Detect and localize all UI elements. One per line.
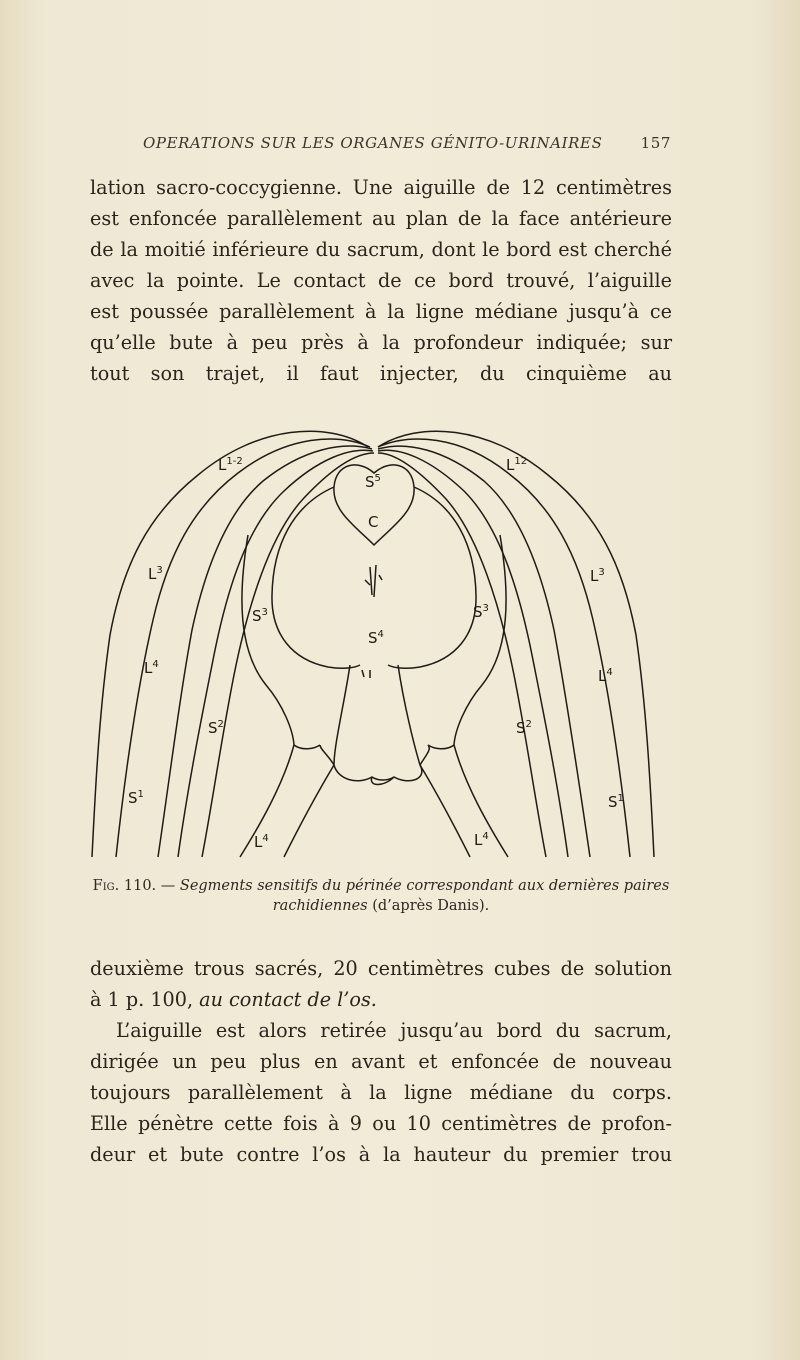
text-line: deuxième trous sacrés, 20 centimètres cubes de solution [90,957,672,980]
label-l12-left: $L^{1-2}$ [218,456,243,474]
label-l4-bottom-right: $L^4$ [474,831,489,849]
perineum-segments-illustration [88,415,663,865]
text-line: dirigée un peu plus en avant et enfoncée de nouveau [90,1050,672,1073]
label-s3-right: $S^3$ [473,603,489,621]
label-l4-bottom-left: $L^4$ [254,833,269,851]
text-line: est poussée parallèlement à la ligne médiane jusqu’à ce [90,300,672,323]
label-l3-right: $L^3$ [590,567,605,585]
text-fragment-italic: au contact de l’os. [199,988,377,1011]
figure-caption [90,876,672,916]
text-line: tout son trajet, il faut injecter, du cinquième au [90,362,672,385]
paragraph-2 [90,953,672,1015]
text-line: Elle pénètre cette fois à 9 ou 10 centimètres de profon- [90,1112,672,1135]
text-line: lation sacro-coccygienne. Une aiguille de 12 centimètres [90,176,672,199]
label-l4-left: $L^4$ [144,659,159,677]
page-number: 157 [640,134,671,152]
text-line [90,984,672,1015]
label-s4: $S^4$ [368,629,384,647]
label-c: C [368,513,379,531]
caption-italic: Segments sensitifs du périnée correspondant aux dernières paires rachidiennes [179,878,670,914]
text-line: qu’elle bute à peu près à la profondeur indiquée; sur [90,331,672,354]
text-line: deur et bute contre l’os à la hauteur du premier trou [90,1143,672,1166]
label-s2-left: $S^2$ [208,719,224,737]
caption-dash: — [160,878,176,894]
text-line: avec la pointe. Le contact de ce bord trouvé, l’aiguille [90,269,672,292]
label-l4-right: $L^4$ [598,667,613,685]
label-s1-right: $S^1$ [608,793,624,811]
running-title: OPERATIONS SUR LES ORGANES GÉNITO-URINAIRES [143,134,603,152]
label-s3-left: $S^3$ [252,607,268,625]
label-l3-left: $L^3$ [148,565,163,583]
text-line: L’aiguille est alors retirée jusqu’au bord du sacrum, [116,1019,672,1042]
caption-source: (d’après Danis). [372,898,490,914]
text-line: est enfoncée parallèlement au plan de la face antérieure [90,207,672,230]
paragraph-3 [90,1015,672,1170]
text-fragment: à 1 p. 100, [90,988,200,1011]
figure-110-diagram [88,415,663,865]
paragraph-1 [90,172,672,389]
running-header [143,134,671,152]
text-line: de la moitié inférieure du sacrum, dont le bord est cherché [90,238,672,261]
label-s2-right: $S^2$ [516,719,532,737]
label-s1-left: $S^1$ [128,789,144,807]
text-line: toujours parallèlement à la ligne médiane du corps. [90,1081,672,1104]
label-l12-right: $L^{12}$ [506,456,528,474]
caption-label: Fig. 110. [92,878,157,894]
label-s5: $S^5$ [365,473,381,491]
